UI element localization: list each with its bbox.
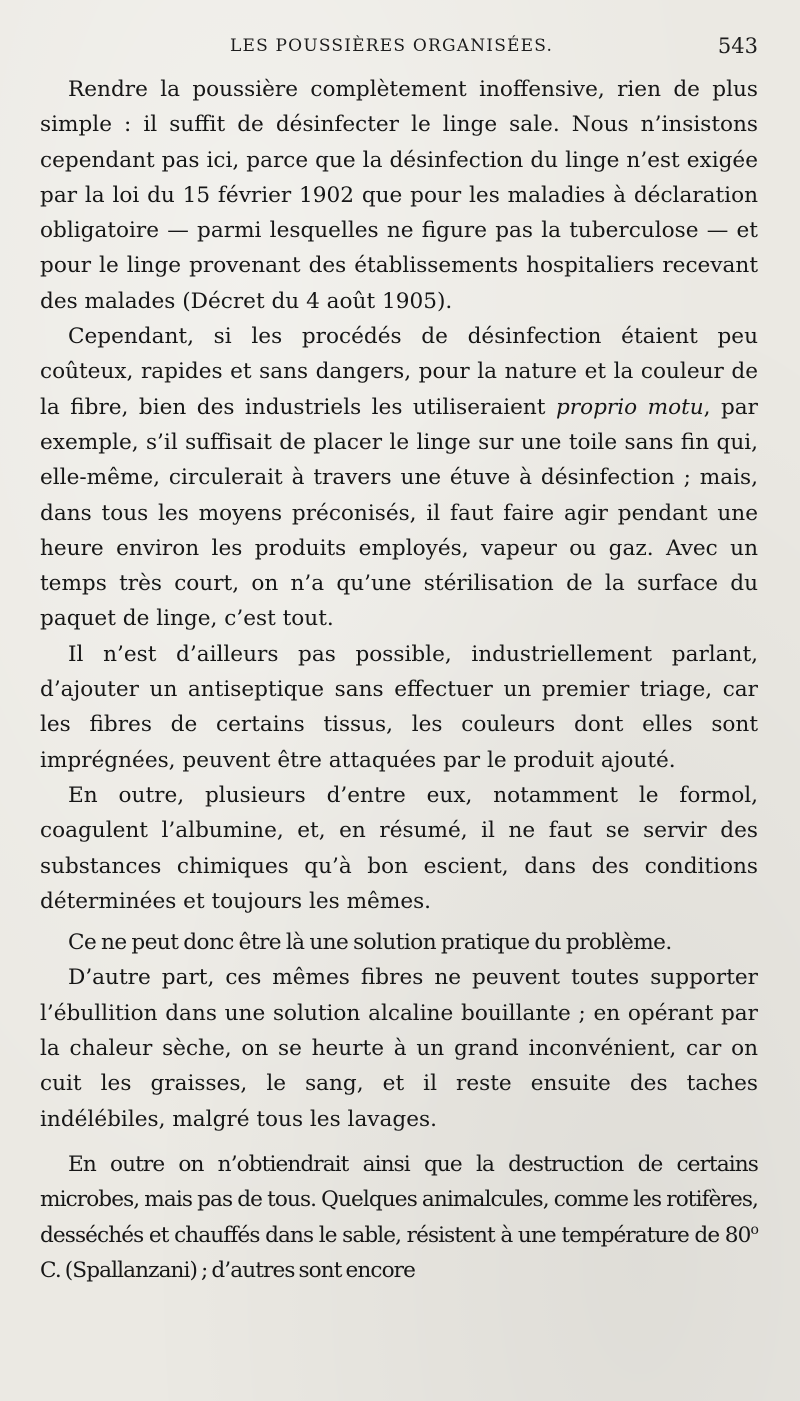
body-text bbox=[40, 72, 758, 1288]
paragraph-3: Il n’est d’ailleurs pas possible, industriellement parlant, d’ajouter un antiseptique sans effectuer un premier triage, car les fibres de certains tissus, les couleurs dont elles sont imprégnées, peuvent être attaquées par le produit ajouté. bbox=[40, 641, 758, 773]
paragraph-7 bbox=[40, 1147, 758, 1288]
paragraph-7-part-2: C. (Spallanzani) ; d’autres sont encore bbox=[40, 1257, 415, 1283]
italic-latin-phrase: proprio motu bbox=[555, 394, 704, 420]
page-number: 543 bbox=[717, 34, 758, 58]
degree-superscript: o bbox=[750, 1221, 758, 1238]
paragraph-1: Rendre la poussière complètement inoffensive, rien de plus simple : il suffit de désinfecter le linge sale. Nous n’insistons cependant pas ici, parce que la désinfection du linge n’est exigée par la loi du 15 février 1902 que pour les maladies à déclaration obligatoire — parmi lesquelles ne figure pas la tuberculose — et pour le linge provenant des établissements hospitaliers recevant des malades (Décret du 4 août 1905). bbox=[40, 77, 758, 314]
paragraph-5: Ce ne peut donc être là une solution pratique du problème. bbox=[68, 930, 672, 956]
paragraph-2-part-1: Cependant, si les procédés de désinfection étaient peu coûteux, rapides et sans dangers, pour la nature et la couleur de la fibre, bien des industriels les utiliseraient bbox=[40, 324, 758, 420]
paragraph-4: En outre, plusieurs d’entre eux, notamment le formol, coagulent l’albumine, et, en résumé, il ne faut se servir des substances chimiques qu’à bon escient, dans des conditions déterminées et toujours les mêmes. bbox=[40, 782, 758, 914]
paragraph-2 bbox=[40, 319, 758, 637]
running-title: LES POUSSIÈRES ORGANISÉES. bbox=[230, 36, 554, 56]
paragraph-2-part-2: , par exemple, s’il suffisait de placer le linge sur une toile sans fin qui, elle-même, circulerait à travers une étuve à désinfection ; mais, dans tous les moyens préconisés, il faut faire agir pendant une heure environ les produits employés, vapeur ou gaz. Avec un temps très court, on n’a qu’une stérilisation de la surface du paquet de linge, c’est tout. bbox=[40, 394, 758, 632]
paragraph-7-part-1: En outre on n’obtiendrait ainsi que la destruction de certains microbes, mais pas de tous. Quelques animalcules, comme les rotifères, desséchés et chauffés dans le sable, résistent à une température de 80 bbox=[40, 1151, 758, 1248]
paragraph-6: D’autre part, ces mêmes fibres ne peuvent toutes supporter l’ébullition dans une solution alcaline bouillante ; en opérant par la chaleur sèche, on se heurte à un grand inconvénient, car on cuit les graisses, le sang, et il reste ensuite des taches indélébiles, malgré tous les lavages. bbox=[40, 965, 758, 1132]
running-head bbox=[40, 34, 758, 60]
